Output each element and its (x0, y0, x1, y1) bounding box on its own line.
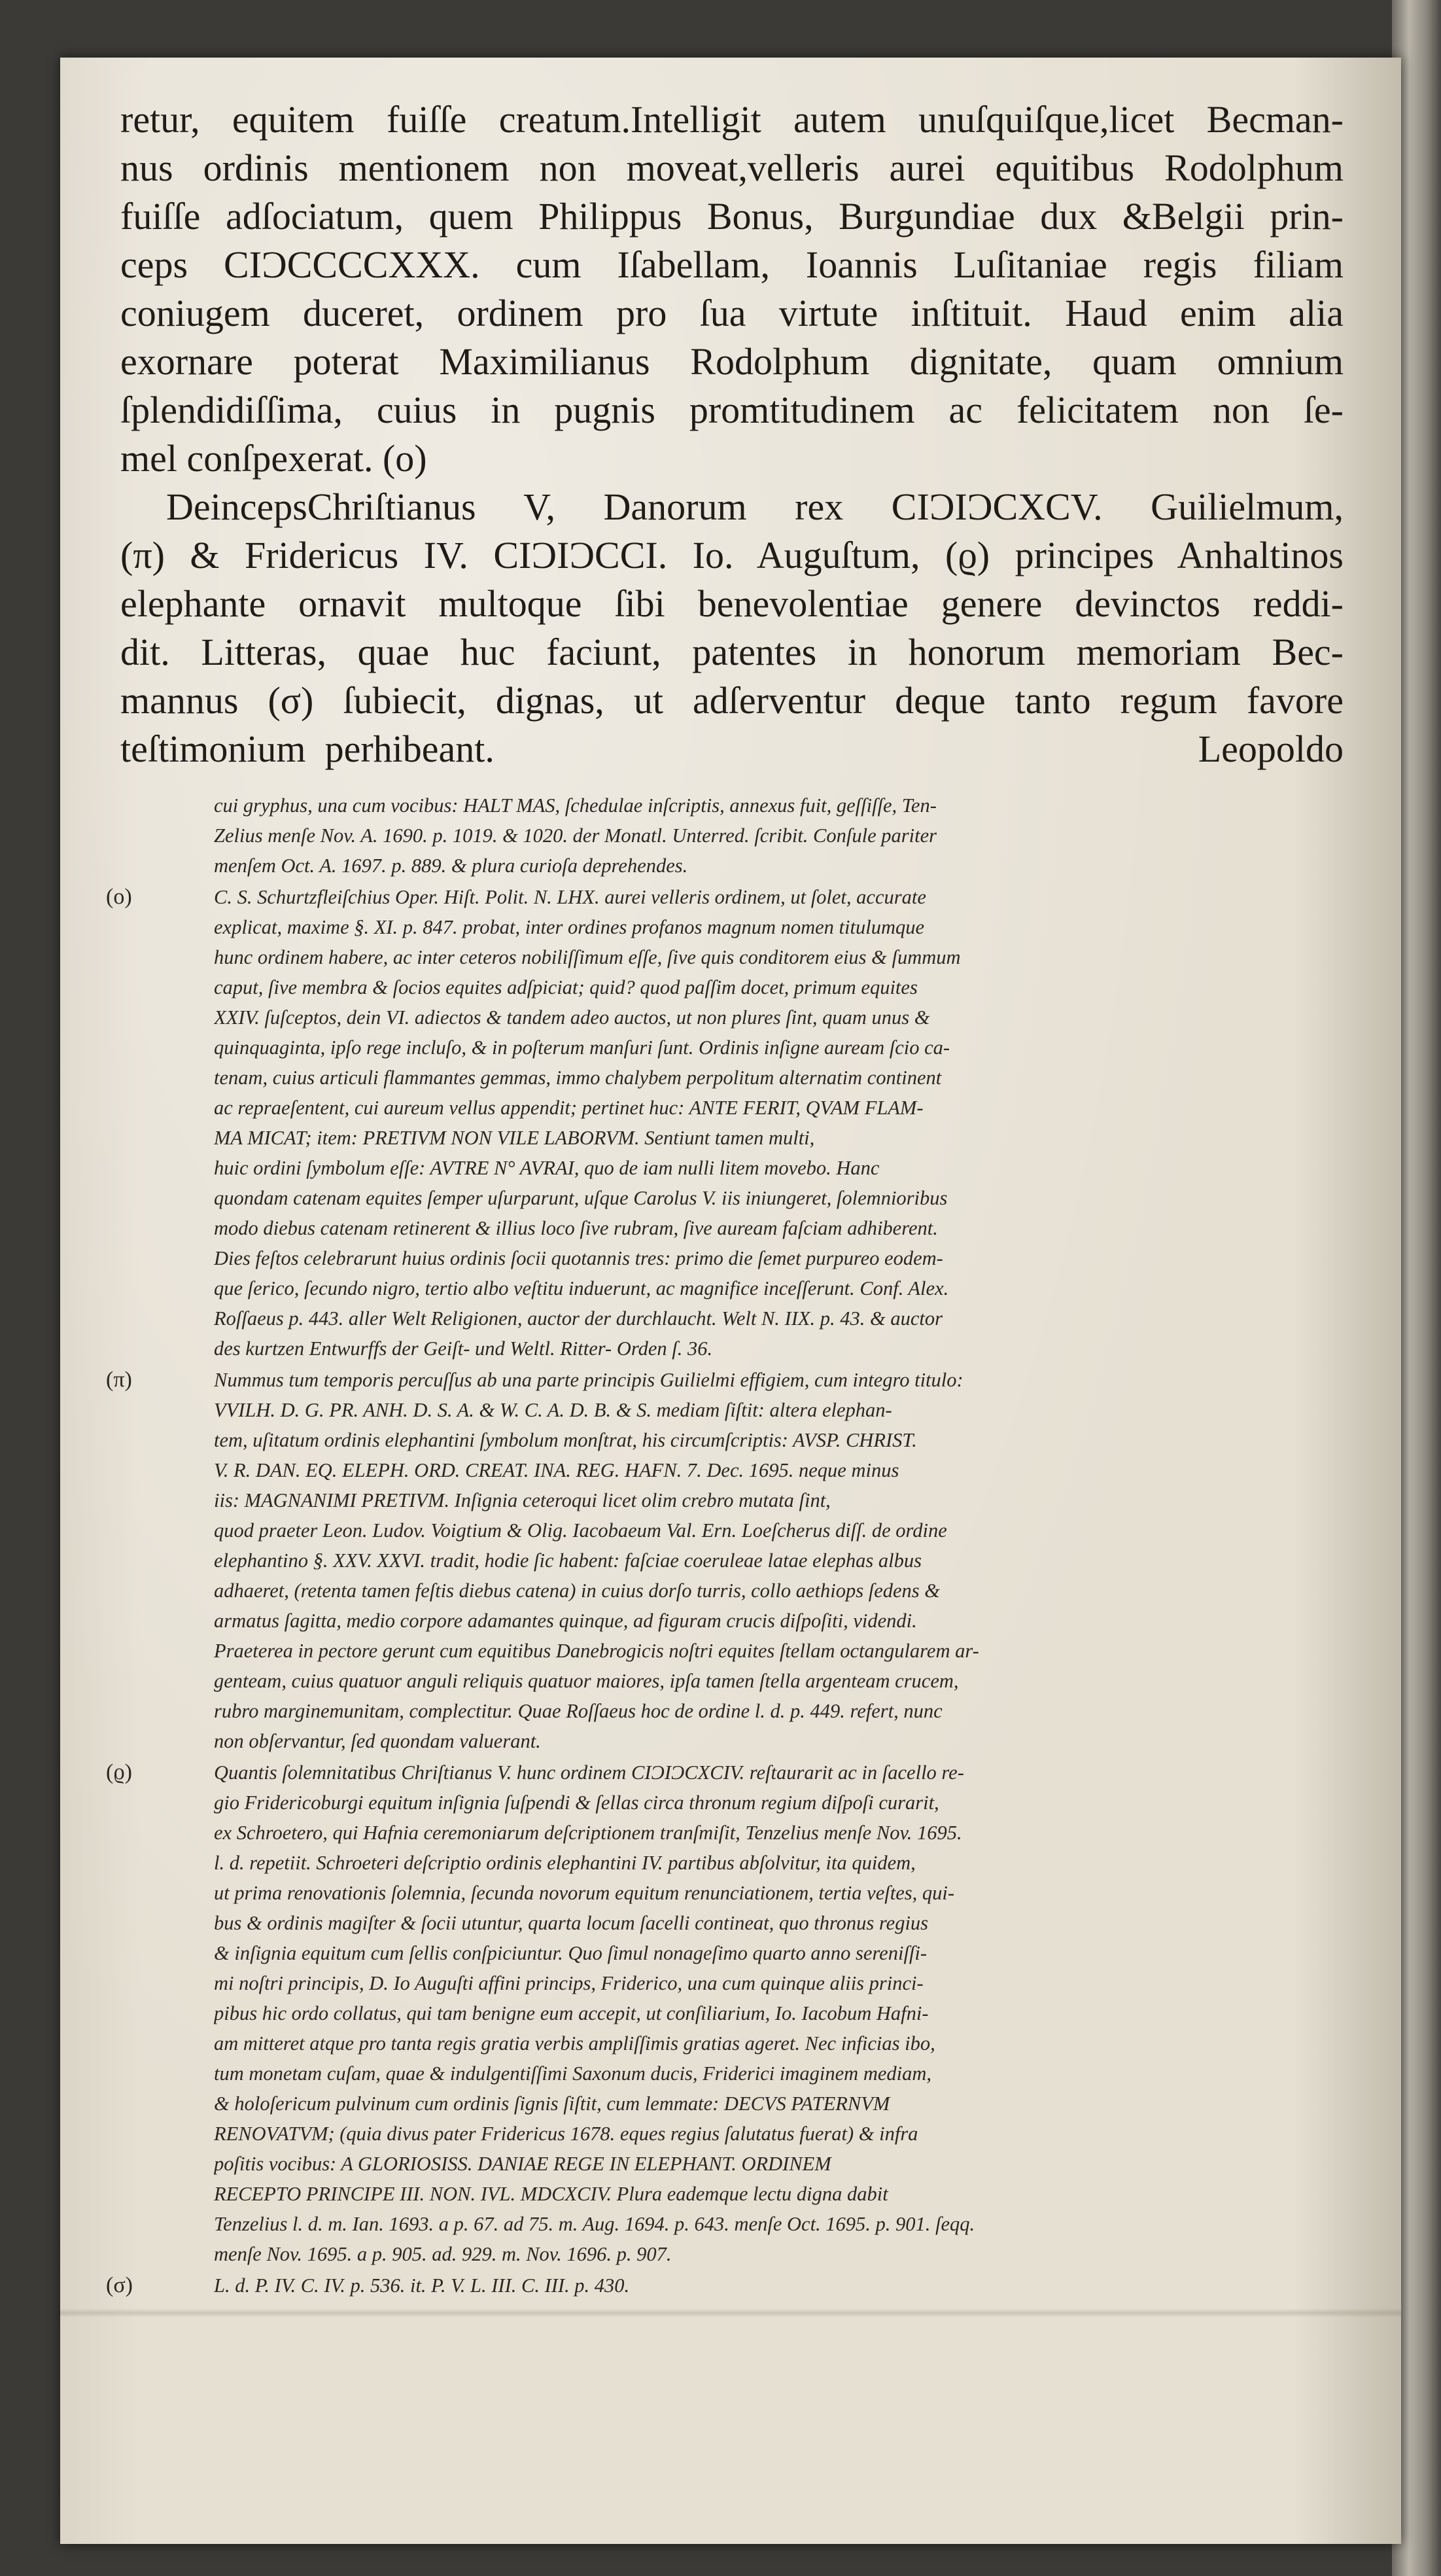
footnote-line: elephantino §. XXV. XXVI. tradit, hodie ſic habent: faſciae coeruleae latae elephas albus (214, 1549, 922, 1572)
main-text-block (120, 96, 1344, 773)
footnote-line: hunc ordinem habere, ac inter ceteros nobiliſſimum eſſe, ſive quis conditorem eius & ſummum (214, 946, 961, 968)
footnote-line: Quantis ſolemnitatibus Chriſtianus V. hunc ordinem CIƆIƆCXCIV. reſtaurarit ac in ſacello re- (214, 1761, 964, 1784)
footnote-line: des kurtzen Entwurffs der Geiſt- und Weltl. Ritter- Orden ſ. 36. (214, 1337, 713, 1360)
footnote-line: tenam, cuius articuli flammantes gemmas, immo chalybem perpolitum alternatim continent (214, 1067, 942, 1089)
footnote-line: Dies feſtos celebrarunt huius ordinis ſocii quotannis tres: primo die ſemet purpureo eodem- (214, 1247, 943, 1269)
main-text-line: elephante ornavit multoque ſibi benevolentiae genere devinctos reddi- (120, 582, 1344, 625)
footnote-line: adhaeret, (retenta tamen feſtis diebus catena) in cuius dorſo turris, collo aethiops ſedens & (214, 1579, 940, 1602)
main-text-line: ceps CIƆCCCCXXX. cum Iſabellam, Ioannis Luſitaniae regis filiam (120, 243, 1344, 286)
footnote-line: RENOVATVM; (quia divus pater Fridericus 1678. eques regius ſalutatus fuerat) & infra (214, 2123, 918, 2145)
main-text-line: mel conſpexerat. (ο) (120, 437, 427, 480)
main-text-line: ſplendidiſſima, cuius in pugnis promtitudinem ac felicitatem non ſe- (120, 389, 1344, 431)
footnote-line: bus & ordinis magiſter & ſocii utuntur, quarta locum ſacelli contineat, quo thronus regius (214, 1912, 929, 1934)
footnote (106, 2270, 1349, 2301)
footnote-mark: (π) (106, 1367, 132, 1392)
footnote-line: pibus hic ordo collatus, qui tam benigne eum accepit, ut conſiliarium, Io. Iacobum Hafni- (214, 2002, 929, 2024)
footnote-line: quinquaginta, ipſo rege incluſo, & in poſterum manſuri ſunt. Ordinis inſigne auream ſcio ca- (214, 1036, 950, 1059)
footnote-line: caput, ſive membra & ſocios equites adſpiciat; quid? quod paſſim docet, primum equites (214, 976, 918, 998)
footnote-line: RECEPTO PRINCIPE III. NON. IVL. MDCXCIV. Plura eademque lectu digna dabit (214, 2183, 888, 2205)
footnote-mark: (ϱ) (106, 1760, 132, 1784)
footnote-line: MA MICAT; item: PRETIVM NON VILE LABORVM. Sentiunt tamen multi, (214, 1127, 815, 1149)
footnote-body (214, 1365, 1349, 1756)
page-fold-crease (60, 2308, 1401, 2318)
main-text-line: retur, equitem fuiſſe creatum.Intelligit autem unuſquiſque,licet Becman- (120, 98, 1344, 141)
footnote (106, 1365, 1349, 1756)
footnote-mark: (σ) (106, 2273, 133, 2297)
footnote-line: armatus ſagitta, medio corpore adamantes quinque, ad figuram crucis diſpoſiti, videndi. (214, 1610, 917, 1632)
footnote-line: tem, uſitatum ordinis elephantini ſymbolum monſtrat, his circumſcriptis: AVSP. CHRIST. (214, 1429, 917, 1451)
footnote-line: ut prima renovationis ſolemnia, ſecunda novorum equitum renunciationem, tertia veſtes, qui- (214, 1882, 954, 1904)
footnote-line: am mitteret atque pro tanta regis gratia verbis ampliſſimis gratias ageret. Nec inficias ibo, (214, 2032, 935, 2055)
footnote-line: & inſignia equitum cum ſellis conſpiciuntur. Quo ſimul nonageſimo quarto anno sereniſſi- (214, 1942, 928, 1964)
footnote-body (214, 790, 1349, 881)
footnote-line: non obſervantur, ſed quondam valuerant. (214, 1730, 541, 1752)
footnote-line: Praeterea in pectore gerunt cum equitibus Danebrogicis noſtri equites ſtellam octangularem ar- (214, 1640, 979, 1662)
footnote-line: & holoſericum pulvinum cum ordinis ſignis ſiſtit, cum lemmate: DECVS PATERNVM (214, 2092, 890, 2115)
footnote (106, 790, 1349, 881)
footnote-line: gio Fridericoburgi equitum inſignia ſuſpendi & ſellas circa thronum regium diſpoſi curarit, (214, 1791, 939, 1814)
footnote (106, 1757, 1349, 2269)
footnote-line: poſitis vocibus: A GLORIOSISS. DANIAE REGE IN ELEPHANT. ORDINEM (214, 2153, 831, 2175)
footnote-body (214, 2270, 1349, 2301)
footnote-line: menſem Oct. A. 1697. p. 889. & plura curioſa deprehendes. (214, 855, 688, 877)
footnote-line: VVILH. D. G. PR. ANH. D. S. A. & W. C. A. D. B. & S. mediam ſiſtit: altera elephan- (214, 1399, 892, 1421)
main-text-line: mannus (σ) ſubiecit, dignas, ut adſerventur deque tanto regum favore (120, 679, 1344, 722)
footnote-line: quod praeter Leon. Ludov. Voigtium & Olig. Iacobaeum Val. Ern. Loeſcherus diſſ. de ordine (214, 1519, 947, 1542)
footnote-line: mi noſtri principis, D. Io Auguſti affini princips, Friderico, una cum quinque aliis princi- (214, 1972, 924, 1994)
footnote-line: Roſſaeus p. 443. aller Welt Religionen, auctor der durchlaucht. Welt N. IIX. p. 43. & auctor (214, 1307, 943, 1330)
footnote-line: genteam, cuius quatuor anguli reliquis quatuor maiores, ipſa tamen ſtella argenteam crucem, (214, 1670, 959, 1692)
footnote-line: L. d. P. IV. C. IV. p. 536. it. P. V. L. III. C. III. p. 430. (214, 2274, 630, 2297)
footnote-body (214, 1757, 1349, 2269)
footnote-mark: (ο) (106, 885, 132, 909)
footnote-line: Tenzelius l. d. m. Ian. 1693. a p. 67. ad 75. m. Aug. 1694. p. 643. menſe Oct. 1695. p. 901. ſeqq. (214, 2213, 975, 2235)
footnote-line: ex Schroetero, qui Hafnia ceremoniarum deſcriptionem tranſmiſit, Tenzelius menſe Nov. 1695. (214, 1822, 962, 1844)
main-text-line: DeincepsChriſtianus V, Danorum rex CIƆIƆCXCV. Guilielmum, (166, 485, 1344, 528)
main-text-line: nus ordinis mentionem non moveat,velleris aurei equitibus Rodolphum (120, 147, 1344, 189)
footnote-line: que ſerico, ſecundo nigro, tertio albo veſtitu induerunt, ac magnifice inceſſerunt. Conf. Alex. (214, 1277, 949, 1299)
footnote-line: Nummus tum temporis percuſſus ab una parte principis Guilielmi effigiem, cum integro titulo: (214, 1369, 964, 1391)
footnote-body (214, 882, 1349, 1364)
footnote-line: iis: MAGNANIMI PRETIVM. Inſignia ceteroqui licet olim crebro mutata ſint, (214, 1489, 831, 1511)
main-text-line: fuiſſe adſociatum, quem Philippus Bonus, Burgundiae dux &Belgii prin- (120, 195, 1344, 238)
main-text-line: dit. Litteras, quae huc faciunt, patentes in honorum memoriam Bec- (120, 631, 1344, 673)
book-page (60, 58, 1401, 2544)
main-text-line: (π) & Fridericus IV. CIƆIƆCCI. Io. Auguſtum, (ϱ) principes Anhaltinos (120, 534, 1344, 576)
footnote-line: menſe Nov. 1695. a p. 905. ad. 929. m. Nov. 1696. p. 907. (214, 2243, 672, 2265)
footnotes-block (106, 790, 1349, 2302)
footnote-line: cui gryphus, una cum vocibus: HALT MAS, ſchedulae inſcriptis, annexus fuit, geſſiſſe, Ten- (214, 794, 937, 817)
footnote (106, 882, 1349, 1364)
footnote-line: modo diebus catenam retinerent & illius loco ſive rubram, ſive auream faſciam adhiberent. (214, 1217, 938, 1239)
footnote-line: V. R. DAN. EQ. ELEPH. ORD. CREAT. INA. REG. HAFN. 7. Dec. 1695. neque minus (214, 1459, 899, 1481)
footnote-line: C. S. Schurtzfleiſchius Oper. Hiſt. Polit. N. LHX. aurei velleris ordinem, ut ſolet, accurate (214, 886, 926, 908)
footnote-line: quondam catenam equites ſemper uſurparunt, uſque Carolus V. iis iniungeret, ſolemnioribus (214, 1187, 948, 1209)
main-text-line: teſtimonium perhibeant. Leopoldo (120, 728, 1344, 770)
footnote-line: huic ordini ſymbolum eſſe: AVTRE N° AVRAI, quo de iam nulli litem movebo. Hanc (214, 1157, 880, 1179)
footnote-line: Zelius menſe Nov. A. 1690. p. 1019. & 1020. der Monatl. Unterred. ſcribit. Conſule pariter (214, 824, 937, 847)
footnote-line: explicat, maxime §. XI. p. 847. probat, inter ordines profanos magnum nomen titulumque (214, 916, 925, 938)
footnote-line: ac repraeſentent, cui aureum vellus appendit; pertinet huc: ANTE FERIT, QVAM FLAM- (214, 1097, 924, 1119)
main-text-line: coniugem duceret, ordinem pro ſua virtute inſtituit. Haud enim alia (120, 292, 1344, 334)
footnote-line: tum monetam cuſam, quae & indulgentiſſimi Saxonum ducis, Friderici imaginem mediam, (214, 2062, 932, 2085)
footnote-line: l. d. repetiit. Schroeteri deſcriptio ordinis elephantini IV. partibus abſolvitur, ita quidem, (214, 1852, 916, 1874)
footnote-line: XXIV. ſuſceptos, dein VI. adiectos & tandem adeo auctos, ut non plures ſint, quam unus & (214, 1006, 930, 1029)
footnote-line: rubro marginemunitam, complectitur. Quae Roſſaeus hoc de ordine l. d. p. 449. refert, nunc (214, 1700, 943, 1722)
main-text-line: exornare poterat Maximilianus Rodolphum dignitate, quam omnium (120, 340, 1344, 383)
